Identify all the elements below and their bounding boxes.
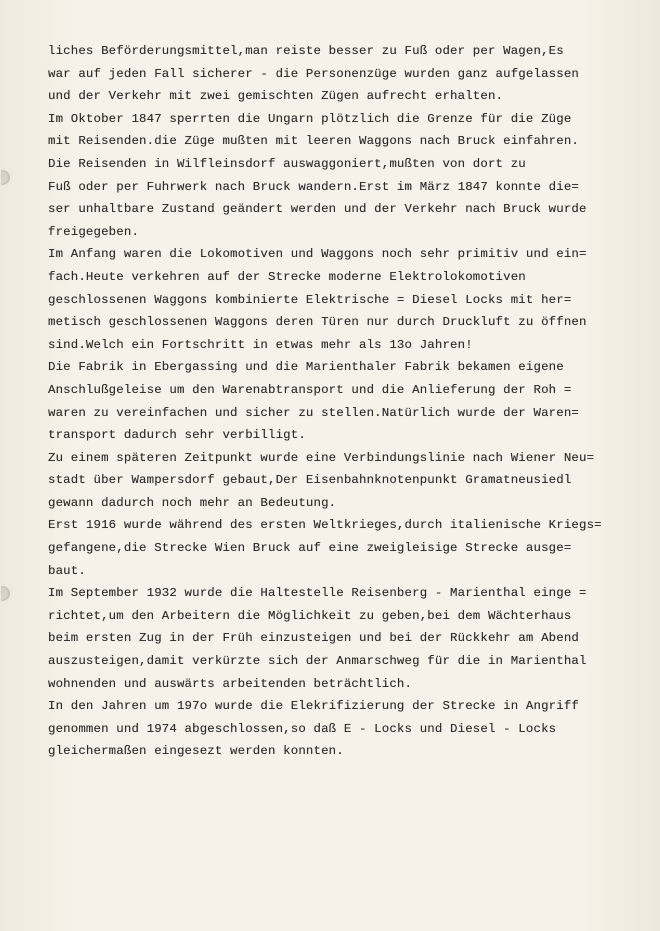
text-line: metisch geschlossenen Waggons deren Türen nur durch Druckluft zu öffnen <box>48 315 587 330</box>
text-line: Anschlußgeleise um den Warenabtransport und die Anlieferung der Roh = <box>48 382 572 397</box>
text-line: baut. <box>48 563 86 578</box>
text-line: sind.Welch ein Fortschritt in etwas mehr als 13o Jahren! <box>48 337 473 352</box>
text-line: geschlossenen Waggons kombinierte Elektrische = Diesel Locks mit her= <box>48 292 572 307</box>
text-line: fach.Heute verkehren auf der Strecke moderne Elektrolokomotiven <box>48 269 526 284</box>
text-line: waren zu vereinfachen und sicher zu stellen.Natürlich wurde der Waren= <box>48 405 579 420</box>
document-body <box>48 40 648 763</box>
text-line: In den Jahren um 197o wurde die Elekrifizierung der Strecke in Angriff <box>48 699 579 714</box>
text-line: genommen und 1974 abgeschlossen,so daß E - Locks und Diesel - Locks <box>48 721 557 736</box>
punch-hole <box>1 170 10 185</box>
text-line: gefangene,die Strecke Wien Bruck auf eine zweigleisige Strecke ausge= <box>48 541 572 556</box>
text-line: ser unhaltbare Zustand geändert werden und der Verkehr nach Bruck wurde <box>48 202 587 217</box>
punch-hole <box>1 586 10 601</box>
text-line: Zu einem späteren Zeitpunkt wurde eine Verbindungslinie nach Wiener Neu= <box>48 450 595 465</box>
text-line: Fuß oder per Fuhrwerk nach Bruck wandern.Erst im März 1847 konnte die= <box>48 179 579 194</box>
text-line: transport dadurch sehr verbilligt. <box>48 428 306 443</box>
text-line: Die Fabrik in Ebergassing und die Marienthaler Fabrik bekamen eigene <box>48 360 564 375</box>
text-line: gewann dadurch noch mehr an Bedeutung. <box>48 495 337 510</box>
text-line: war auf jeden Fall sicherer - die Personenzüge wurden ganz aufgelassen <box>48 66 579 81</box>
text-line: beim ersten Zug in der Früh einzusteigen und bei der Rückkehr am Abend <box>48 631 579 646</box>
text-line: Die Reisenden in Wilfleinsdorf auswaggoniert,mußten von dort zu <box>48 156 526 171</box>
text-line: stadt über Wampersdorf gebaut,Der Eisenbahnknotenpunkt Gramatneusiedl <box>48 473 572 488</box>
text-line: gleichermaßen eingesezt werden konnten. <box>48 744 344 759</box>
text-line: auszusteigen,damit verkürzte sich der Anmarschweg für die in Marienthal <box>48 654 587 669</box>
text-line: Im September 1932 wurde die Haltestelle Reisenberg - Marienthal einge = <box>48 586 587 601</box>
text-line: mit Reisenden.die Züge mußten mit leeren Waggons nach Bruck einfahren. <box>48 134 579 149</box>
text-line: freigegeben. <box>48 224 140 239</box>
text-line: wohnenden und auswärts arbeitenden beträchtlich. <box>48 676 413 691</box>
text-line: Erst 1916 wurde während des ersten Weltkrieges,durch italienische Kriegs= <box>48 518 602 533</box>
text-line: richtet,um den Arbeitern die Möglichkeit zu geben,bei dem Wächterhaus <box>48 608 572 623</box>
text-line: liches Beförderungsmittel,man reiste besser zu Fuß oder per Wagen,Es <box>48 44 564 58</box>
text-line: Im Anfang waren die Lokomotiven und Waggons noch sehr primitiv und ein= <box>48 247 587 262</box>
text-line: Im Oktober 1847 sperrten die Ungarn plötzlich die Grenze für die Züge <box>48 111 572 126</box>
text-line: und der Verkehr mit zwei gemischten Zügen aufrecht erhalten. <box>48 89 504 104</box>
